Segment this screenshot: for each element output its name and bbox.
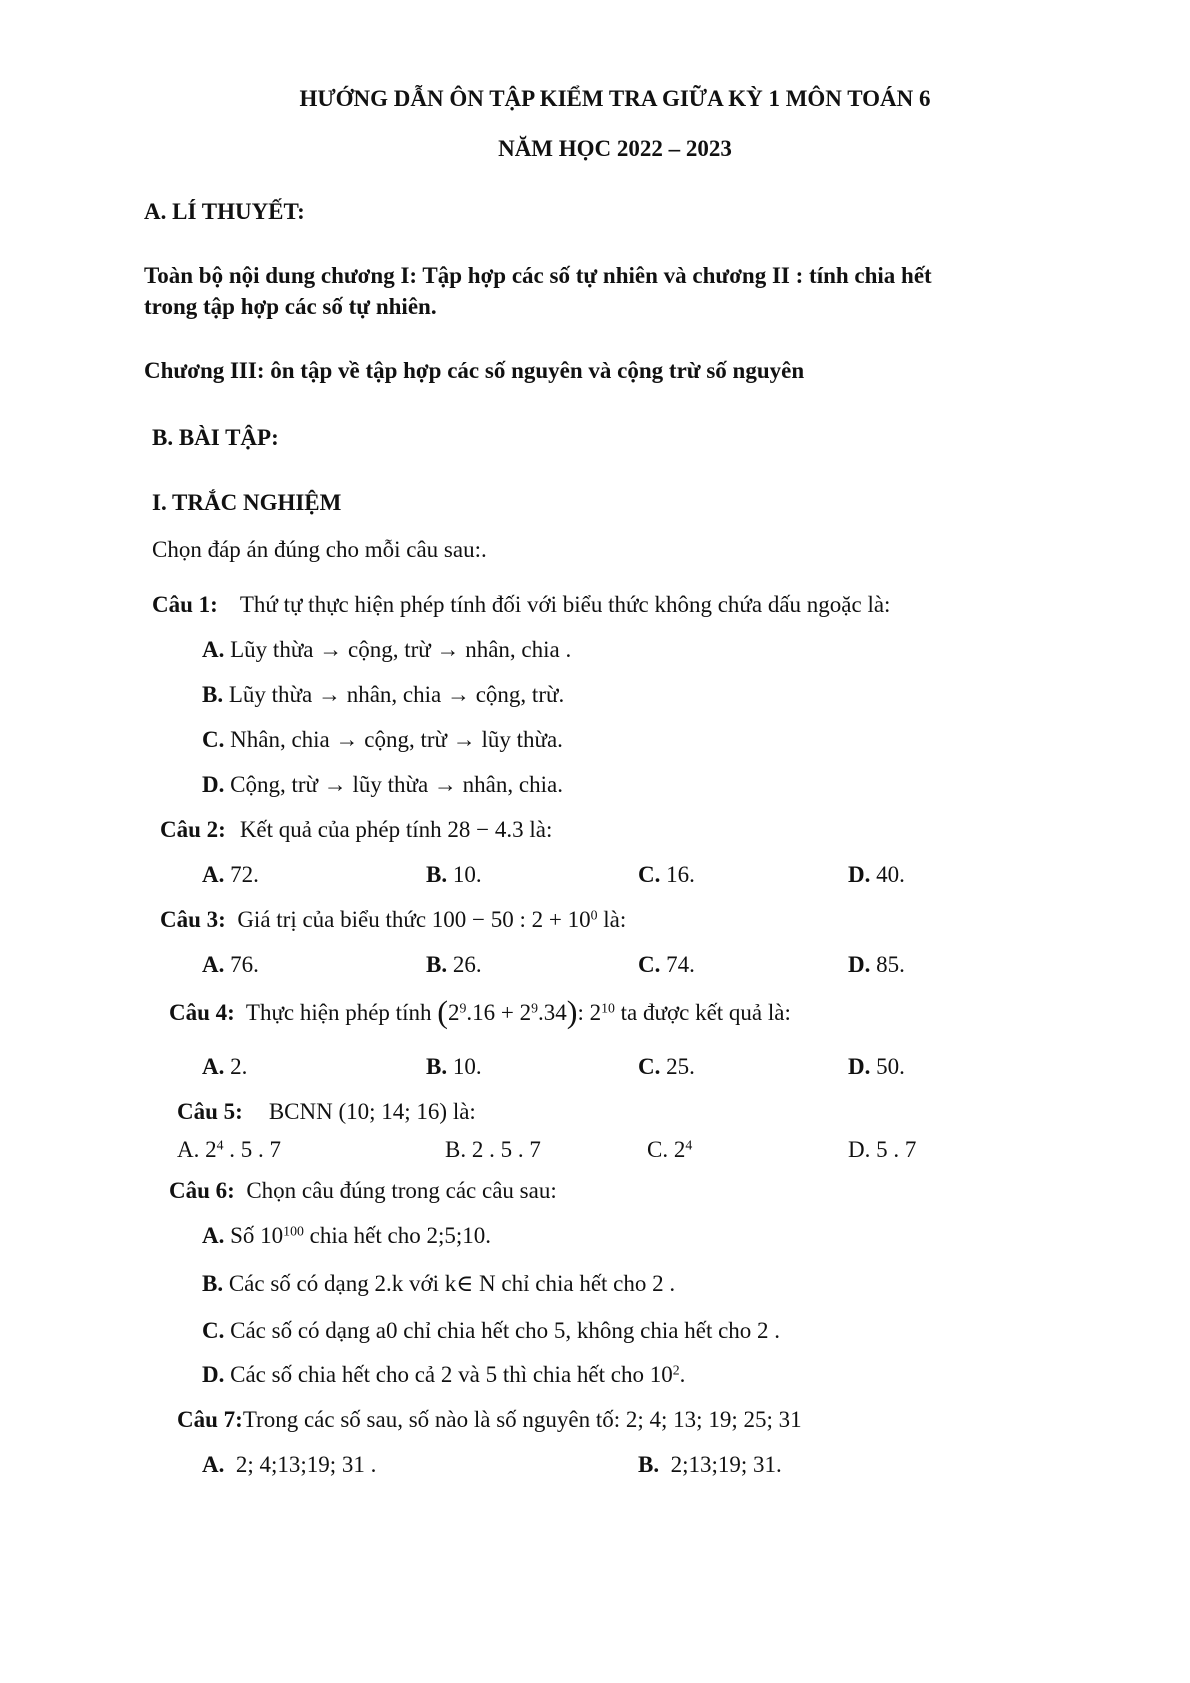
question-label: Câu 1: [152,592,218,617]
option-text: Lũy thừa → cộng, trừ → nhân, chia . [230,637,572,662]
option-text: Các số có dạng a0 chỉ chia hết cho 5, không chia hết cho 2 . [230,1318,781,1343]
option-text: 25. [666,1054,695,1079]
option-text: 40. [876,862,905,887]
document-title: HƯỚNG DẪN ÔN TẬP KIỂM TRA GIỮA KỲ 1 MÔN TOÁN 6 [299,86,931,111]
option-letter: C. [638,1054,661,1079]
question-3-option-c [638,952,695,978]
option-text: 85. [876,952,905,977]
option-text-end: . [679,1362,686,1387]
option-text: 10. [452,1054,482,1079]
question-1-option-c [202,727,563,753]
option-letter: B. [426,952,448,977]
question-label: Câu 6: [169,1178,235,1203]
exponent: 2 [672,1362,680,1378]
option-letter: C. [202,1318,225,1343]
question-text-end: là: [597,907,627,932]
question-3-option-a [202,952,259,978]
question-text: Chọn câu đúng trong các câu sau: [246,1178,557,1203]
multiple-choice-heading: I. TRẮC NGHIỆM [152,490,342,515]
option-text: 2. [230,1054,248,1079]
instruction-text: Chọn đáp án đúng cho mỗi câu sau:. [152,537,487,562]
question-label: Câu 7: [177,1407,243,1432]
option-text: Số 10 [230,1223,284,1248]
option-letter: C. [638,862,661,887]
question-4-option-c [638,1054,695,1080]
exercises-heading: B. BÀI TẬP: [152,425,279,450]
question-text: Trong các số sau, số nào là số nguyên tố: 2; 4; 13; 19; 25; 31 [242,1407,802,1432]
question-2-option-c [638,862,695,888]
option-letter: A. [202,862,225,887]
question-6-option-b [202,1271,675,1297]
option-text: 72. [230,862,259,887]
question-6-option-a [202,1223,491,1249]
option-text: Lũy thừa → nhân, chia → cộng, trừ. [228,682,565,707]
question-text: BCNN (10; 14; 16) là: [268,1099,476,1124]
exponent: 0 [590,907,598,923]
option-text: 26. [452,952,482,977]
exponent: 4 [685,1137,693,1153]
option-letter: A. [202,1054,225,1079]
option-text-end: chia hết cho 2;5;10. [303,1223,492,1248]
question-4-option-b [426,1054,482,1080]
question-text: Giá trị của biểu thức 100 − 50 : 2 + 10 [237,907,591,932]
question-1-option-b [202,682,564,708]
theory-paragraph-1-line-2: trong tập hợp các số tự nhiên. [144,294,437,319]
close-paren: ) [566,993,578,1030]
question-1 [152,592,890,618]
question-5 [177,1099,476,1125]
option-letter: C. [202,727,225,752]
option-letter: A. [202,637,225,662]
option-text: Nhân, chia → cộng, trừ → lũy thừa. [230,727,563,752]
expression-part: .16 + 2 [466,1000,532,1025]
option-letter: D. [848,952,871,977]
option-text: C. 2 [647,1137,686,1162]
question-5-option-c [647,1137,692,1163]
option-text-end: . 5 . 7 [223,1137,282,1162]
question-text: Thực hiện phép tính [245,1000,438,1025]
option-letter: A. [202,1452,225,1477]
question-7-option-b [638,1452,782,1478]
question-text-end: ta được kết quả là: [614,1000,791,1025]
option-letter: B. [202,682,224,707]
question-2-option-d [848,862,905,888]
question-6-option-d [202,1362,685,1388]
option-letter: D. [848,862,871,887]
question-1-option-d [202,772,563,798]
option-letter: A. [202,1223,225,1248]
option-text: 50. [876,1054,905,1079]
exponent: 4 [216,1137,224,1153]
option-letter: D. [202,772,225,797]
question-text: Thứ tự thực hiện phép tính đối với biểu thức không chứa dấu ngoặc là: [239,592,891,617]
school-year: NĂM HỌC 2022 – 2023 [498,136,732,161]
option-text: 76. [230,952,259,977]
open-paren: ( [437,993,448,1030]
question-7-option-a [202,1452,376,1478]
exponent: 9 [459,1000,467,1016]
option-text: Cộng, trừ → lũy thừa → nhân, chia. [230,772,563,797]
option-text: Các số chia hết cho cả 2 và 5 thì chia hết cho 10 [230,1362,673,1387]
question-1-option-a [202,637,571,663]
option-text: 16. [666,862,695,887]
question-3-option-b [426,952,482,978]
question-4-option-d [848,1054,905,1080]
theory-paragraph-1-line-1: Toàn bộ nội dung chương I: Tập hợp các số tự nhiên và chương II : tính chia hết [144,263,932,288]
option-text: A. 2 [177,1137,217,1162]
option-text: 74. [666,952,695,977]
question-4-option-a [202,1054,247,1080]
question-5-option-d [848,1137,916,1163]
option-text: B. 2 . 5 . 7 [445,1137,541,1162]
option-text: 10. [452,862,482,887]
option-text: 2; 4;13;19; 31 . [235,1452,377,1477]
option-letter: D. [848,1054,871,1079]
option-text: Các số có dạng 2.k với k∈ N chỉ chia hết cho 2 . [228,1271,676,1296]
question-label: Câu 4: [169,1000,235,1025]
question-2-option-a [202,862,259,888]
expression-part: : 2 [577,1000,602,1025]
question-7 [177,1407,802,1433]
option-letter: B. [202,1271,224,1296]
question-2-option-b [426,862,482,888]
option-letter: B. [426,862,448,887]
option-text: 2;13;19; 31. [670,1452,782,1477]
theory-heading: A. LÍ THUYẾT: [144,199,305,224]
question-3-option-d [848,952,905,978]
option-letter: A. [202,952,225,977]
question-6-option-c [202,1318,780,1344]
option-letter: B. [638,1452,660,1477]
option-letter: B. [426,1054,448,1079]
question-2 [160,817,552,843]
exponent: 9 [531,1000,538,1016]
expression-part: .34 [537,1000,567,1025]
question-3 [160,907,626,933]
option-text: D. 5 . 7 [848,1137,917,1162]
question-6 [169,1178,557,1204]
exponent: 10 [601,1000,615,1016]
question-label: Câu 3: [160,907,226,932]
question-5-option-b [445,1137,541,1163]
theory-paragraph-2: Chương III: ôn tập về tập hợp các số nguyên và cộng trừ số nguyên [144,358,805,383]
question-4 [169,993,791,1030]
question-text: Kết quả của phép tính 28 − 4.3 là: [239,817,553,842]
expression-part: 2 [447,1000,460,1025]
option-letter: D. [202,1362,225,1387]
question-label: Câu 2: [160,817,226,842]
question-label: Câu 5: [177,1099,243,1124]
exponent: 100 [283,1223,304,1239]
option-letter: C. [638,952,661,977]
question-5-option-a [177,1137,281,1163]
